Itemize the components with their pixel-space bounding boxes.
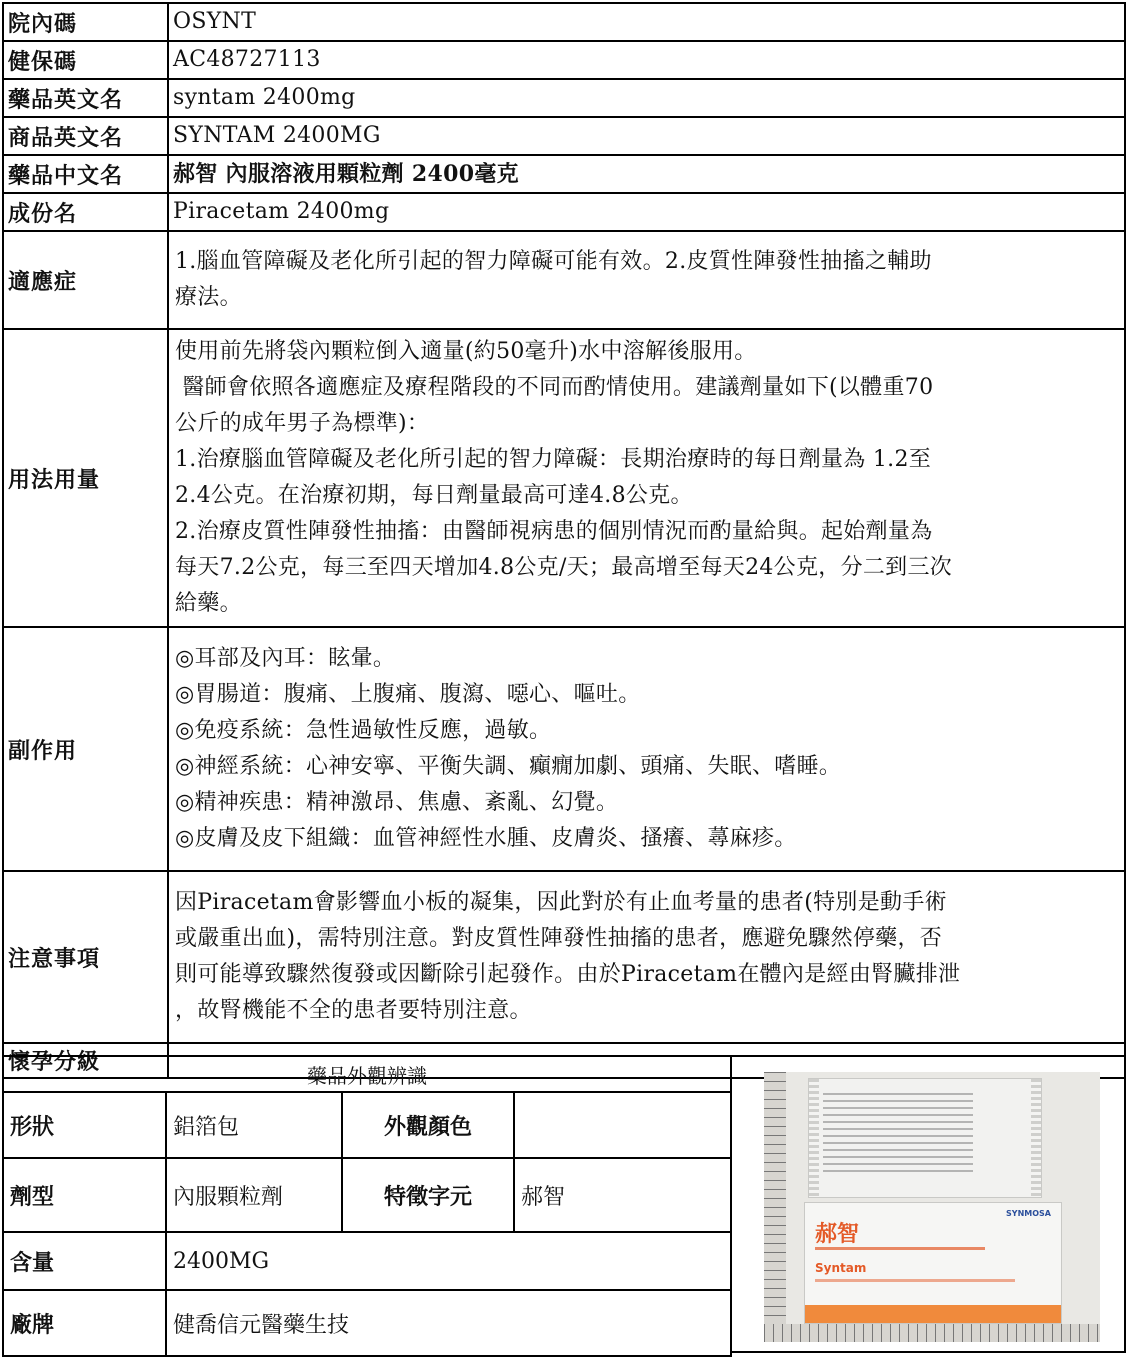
row-indication <box>3 231 1125 329</box>
packet-seal-right <box>1031 1079 1041 1197</box>
row-side-effects <box>3 627 1125 871</box>
precautions-value <box>168 871 1125 1043</box>
side-effects-value <box>168 627 1125 871</box>
row-drug-zh <box>3 155 1125 193</box>
packet-front-side <box>804 1202 1062 1324</box>
side-effect-line: ◎胃腸道：腹痛、上腹痛、腹瀉、噁心、嘔吐。 <box>175 682 641 707</box>
row-precautions <box>3 871 1125 1043</box>
drug-zh-value: 郝智 內服溶液用顆粒劑 2400毫克 <box>168 155 1125 193</box>
row-drug-en <box>3 79 1125 117</box>
precautions-label: 注意事項 <box>3 871 168 1043</box>
side-effect-line: ◎耳部及內耳：眩暈。 <box>175 646 396 671</box>
packet-photo <box>764 1072 1100 1342</box>
nhi-code-value: AC48727113 <box>168 41 1125 79</box>
dosage-line: 醫師會依照各適應症及療程階段的不同而酌情使用。建議劑量如下(以體重70 <box>175 375 934 400</box>
packet-back-side <box>808 1078 1042 1198</box>
packet-orange-band <box>805 1305 1061 1323</box>
strength-label: 含量 <box>3 1232 166 1290</box>
side-effect-line: ◎免疫系統：急性過敏性反應，過敏。 <box>175 718 552 743</box>
dosage-line: 1.治療腦血管障礙及老化所引起的智力障礙：長期治療時的每日劑量為 1.2至 <box>175 447 932 472</box>
form-value: 內服顆粒劑 <box>166 1158 342 1232</box>
dosage-line: 使用前先將袋內顆粒倒入適量(約50毫升)水中溶解後服用。 <box>175 339 757 364</box>
hospital-code-label: 院內碼 <box>3 3 168 41</box>
appearance-row-4 <box>3 1290 731 1356</box>
appearance-photo-frame <box>730 1055 1126 1353</box>
packet-seal-left <box>809 1079 819 1197</box>
nhi-code-label: 健保碼 <box>3 41 168 79</box>
shape-value: 鋁箔包 <box>166 1092 342 1158</box>
dosage-line: 公斤的成年男子為標準)： <box>175 411 430 436</box>
pregnancy-label: 懷孕分級 <box>3 1043 168 1078</box>
ruler-bottom <box>764 1324 1100 1342</box>
form-label: 劑型 <box>3 1158 166 1232</box>
packet-brand-zh: 郝智 <box>815 1222 860 1247</box>
packet-subtitle-line <box>815 1279 1015 1282</box>
side-effect-line: ◎神經系統：心神安寧、平衡失調、癲癇加劇、頭痛、失眠、嗜睡。 <box>175 754 842 779</box>
precaution-line: 則可能導致驟然復發或因斷除引起發作。由於Piracetam在體內是經由腎臟排泄 <box>175 962 961 987</box>
row-trade-en <box>3 117 1125 155</box>
color-value <box>514 1092 731 1158</box>
appearance-row-1 <box>3 1092 731 1158</box>
ruler-left <box>764 1072 786 1342</box>
side-effects-label: 副作用 <box>3 627 168 871</box>
dosage-line: 給藥。 <box>175 591 242 616</box>
dosage-value <box>168 329 1125 627</box>
marking-value: 郝智 <box>514 1158 731 1232</box>
hospital-code-value: OSYNT <box>168 3 1125 41</box>
brand-label: 廠牌 <box>3 1290 166 1356</box>
marking-label: 特徵字元 <box>342 1158 514 1232</box>
drug-info-table <box>2 2 1126 1079</box>
dosage-line: 每天7.2公克，每三至四天增加4.8公克/天；最高增至每天24公克，分二到三次 <box>175 555 953 580</box>
brand-value: 健喬信元醫藥生技 <box>166 1290 731 1356</box>
packet-manufacturer-logo: SYNMOSA <box>1006 1209 1051 1218</box>
ingredient-value: Piracetam 2400mg <box>168 193 1125 231</box>
trade-en-label: 商品英文名 <box>3 117 168 155</box>
packet-subtitle-line <box>815 1247 985 1250</box>
indication-line: 療法。 <box>175 285 242 310</box>
trade-en-value: SYNTAM 2400MG <box>168 117 1125 155</box>
dosage-label: 用法用量 <box>3 329 168 627</box>
drug-en-label: 藥品英文名 <box>3 79 168 117</box>
row-nhi-code <box>3 41 1125 79</box>
side-effect-line: ◎皮膚及皮下組織：血管神經性水腫、皮膚炎、搔癢、蕁麻疹。 <box>175 826 797 851</box>
packet-brand-en: Syntam <box>815 1261 867 1275</box>
indication-label: 適應症 <box>3 231 168 329</box>
row-ingredient <box>3 193 1125 231</box>
appearance-row-2 <box>3 1158 731 1232</box>
appearance-row-3 <box>3 1232 731 1290</box>
drug-info-sheet <box>2 2 1126 1353</box>
strength-value: 2400MG <box>166 1232 731 1290</box>
ingredient-label: 成份名 <box>3 193 168 231</box>
color-label: 外觀顏色 <box>342 1092 514 1158</box>
row-hospital-code <box>3 3 1125 41</box>
row-dosage <box>3 329 1125 627</box>
packet-back-text <box>823 1093 973 1173</box>
drug-zh-label: 藥品中文名 <box>3 155 168 193</box>
dosage-line: 2.4公克。在治療初期，每日劑量最高可達4.8公克。 <box>175 483 693 508</box>
appearance-table <box>2 1055 732 1357</box>
appearance-header-row <box>3 1056 731 1092</box>
side-effect-line: ◎精神疾患：精神激昂、焦慮、紊亂、幻覺。 <box>175 790 619 815</box>
dosage-line: 2.治療皮質性陣發性抽搐：由醫師視病患的個別情況而酌量給與。起始劑量為 <box>175 519 933 544</box>
appearance-header: 藥品外觀辨識 <box>3 1056 731 1092</box>
precaution-line: ，故腎機能不全的患者要特別注意。 <box>175 998 532 1023</box>
precaution-line: 因Piracetam會影響血小板的凝集，因此對於有止血考量的患者(特別是動手術 <box>175 890 947 915</box>
drug-en-value: syntam 2400mg <box>168 79 1125 117</box>
shape-label: 形狀 <box>3 1092 166 1158</box>
precaution-line: 或嚴重出血)，需特別注意。對皮質性陣發性抽搐的患者，應避免驟然停藥，否 <box>175 926 943 951</box>
indication-line: 1.腦血管障礙及老化所引起的智力障礙可能有效。2.皮質性陣發性抽搐之輔助 <box>175 249 932 274</box>
indication-value <box>168 231 1125 329</box>
